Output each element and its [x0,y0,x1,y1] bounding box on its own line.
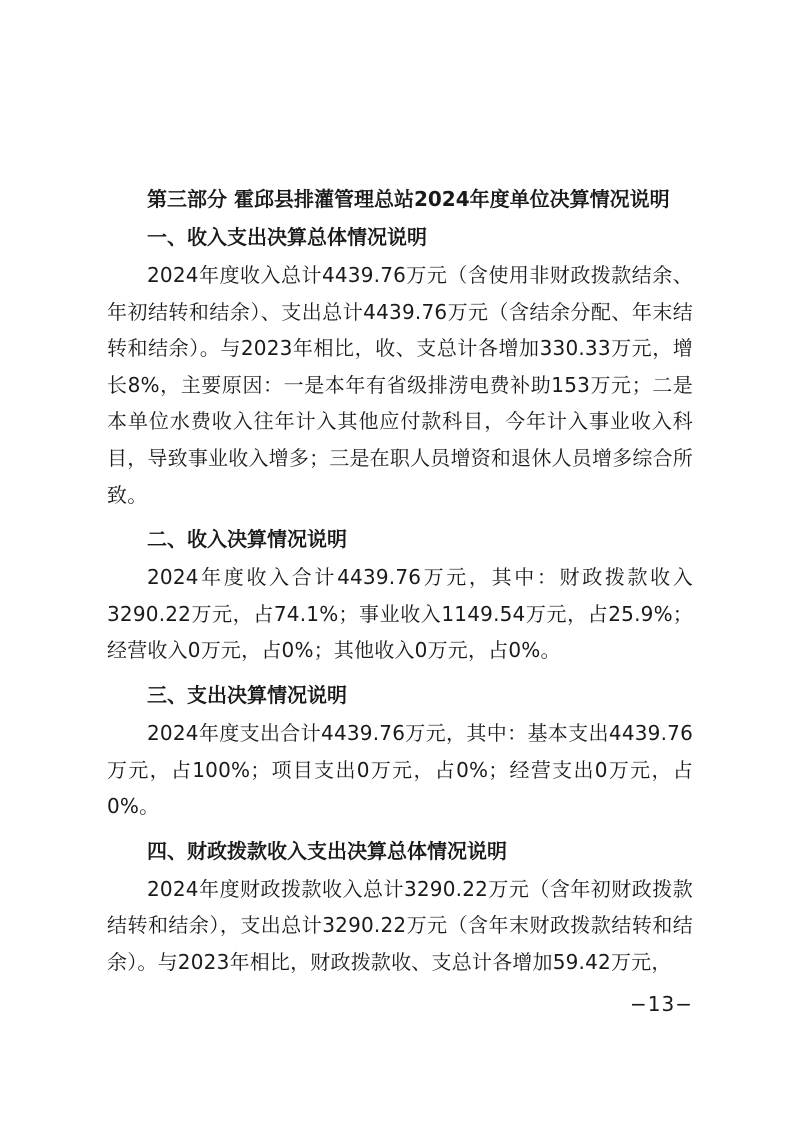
section-heading-expenditure: 三、支出决算情况说明 [147,682,347,707]
section-paragraph-expenditure: 2024年度支出合计4439.76万元，其中：基本支出4439.76万元，占100%；项目支出0万元，占0%；经营支出0万元，占0%。 [107,720,693,819]
section-paragraph-fiscal-appropriation: 2024年度财政拨款收入总计3290.22万元（含年初财政拨款结转和结余），支出总计3290.22万元（含年末财政拨款结转和结余）。与2023年相比，财政拨款收、支总计各增加59.42万元， [107,876,693,974]
section-paragraph-income: 2024年度收入合计4439.76万元，其中：财政拨款收入3290.22万元，占74.1%；事业收入1149.54万元，占25.9%；经营收入0万元，占0%；其他收入0万元，占0%。 [107,565,693,663]
document-body [107,181,693,989]
section-heading-overview: 一、收入支出决算总体情况说明 [147,225,427,249]
section-paragraph-overview: 2024年度收入总计4439.76万元（含使用非财政拨款结余、年初结转和结余）、支出总计4439.76万元（含结余分配、年末结转和结余）。与2023年相比，收、支总计各增加330.33万元，增长8%，主要原因：一是本年有省级排涝电费补助153万元；二是本单位水费收入往年计入其他应付款科目，今年计入事业收入科目，导致事业收入增多；三是在职人员增资和退休人员增多综合所致。 [107,263,693,507]
page-number: −13− [630,992,693,1016]
section-heading-income: 二、收入决算情况说明 [147,527,347,552]
section-heading-fiscal-appropriation: 四、财政拨款收入支出决算总体情况说明 [147,838,507,863]
part-title: 第三部分 霍邱县排灌管理总站2024年度单位决算情况说明 [147,187,670,211]
